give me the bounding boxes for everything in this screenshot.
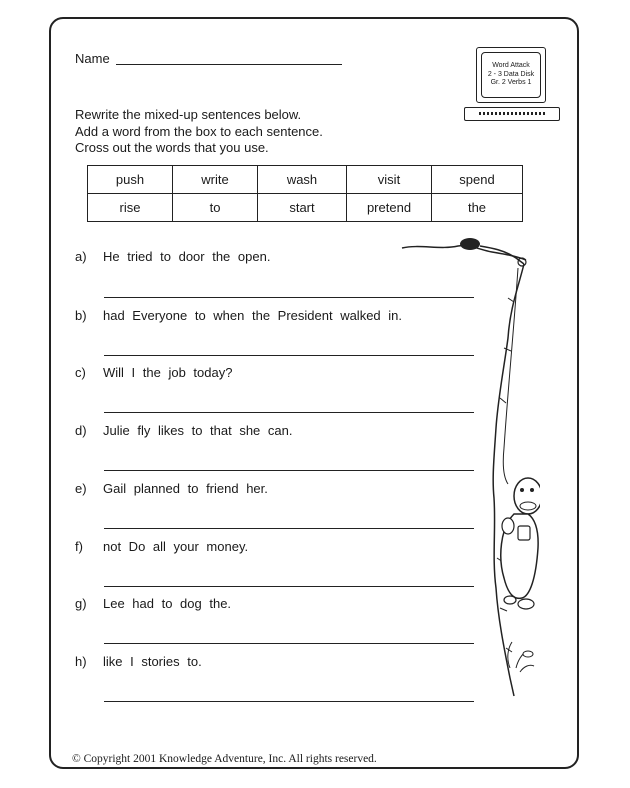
name-field-line[interactable] (116, 64, 342, 65)
word-box-cell: pretend (347, 194, 432, 222)
item-text: Will I the job today? (103, 365, 233, 380)
item-text: not Do all your money. (103, 539, 249, 554)
word-box-row (88, 166, 523, 194)
sentence-item-g (75, 596, 231, 611)
word-box-cell: to (173, 194, 258, 222)
word-box-cell: visit (347, 166, 432, 194)
computer-screen-text (481, 52, 541, 98)
word-box-row (88, 194, 523, 222)
sentence-item-b (75, 308, 402, 323)
instruction-line-2: Add a word from the box to each sentence. (75, 123, 323, 139)
item-text: He tried to door the open. (103, 249, 271, 264)
item-letter: g) (75, 596, 87, 611)
item-letter: e) (75, 481, 87, 496)
computer-label-line-1: Word Attack (492, 62, 530, 70)
sentence-item-e (75, 481, 268, 496)
item-letter: a) (75, 249, 87, 264)
computer-label-line-2: 2 - 3 Data Disk (487, 70, 535, 78)
item-letter: h) (75, 654, 87, 669)
instruction-line-1: Rewrite the mixed-up sentences below. (75, 107, 302, 122)
hippo-cliff-illustration (400, 228, 540, 698)
word-box-cell: spend (432, 166, 523, 194)
word-box-cell: wash (258, 166, 347, 194)
computer-icon (464, 47, 560, 127)
answer-line-h[interactable] (104, 701, 474, 702)
word-box-cell: start (258, 194, 347, 222)
computer-screen (476, 47, 546, 103)
name-label: Name (75, 51, 110, 66)
copyright-text: © Copyright 2001 Knowledge Adventure, Inc. All rights reserved. (72, 753, 377, 765)
word-box-cell: write (173, 166, 258, 194)
item-text: had Everyone to when the President walked in. (103, 308, 403, 323)
item-letter: d) (75, 423, 87, 438)
keyboard-icon (464, 107, 560, 121)
word-box-cell: rise (88, 194, 173, 222)
item-letter: b) (75, 308, 87, 323)
item-text: like I stories to. (103, 654, 202, 669)
sentence-item-h (75, 654, 202, 669)
instructions (75, 107, 323, 157)
item-text: Lee had to dog the. (103, 596, 232, 611)
word-box-cell: the (432, 194, 523, 222)
computer-label-line-3: Gr. 2 Verbs 1 (490, 79, 532, 87)
word-box-cell: push (88, 166, 173, 194)
sentence-item-f (75, 539, 248, 554)
item-text: Julie fly likes to that she can. (103, 423, 293, 438)
item-letter: c) (75, 365, 86, 380)
item-letter: f) (75, 539, 83, 554)
sentence-item-c (75, 365, 232, 380)
instruction-line-3: Cross out the words that you use. (75, 140, 269, 155)
word-box (87, 165, 523, 222)
sentence-item-d (75, 423, 292, 438)
item-text: Gail planned to friend her. (103, 481, 268, 496)
sentence-item-a (75, 249, 270, 264)
